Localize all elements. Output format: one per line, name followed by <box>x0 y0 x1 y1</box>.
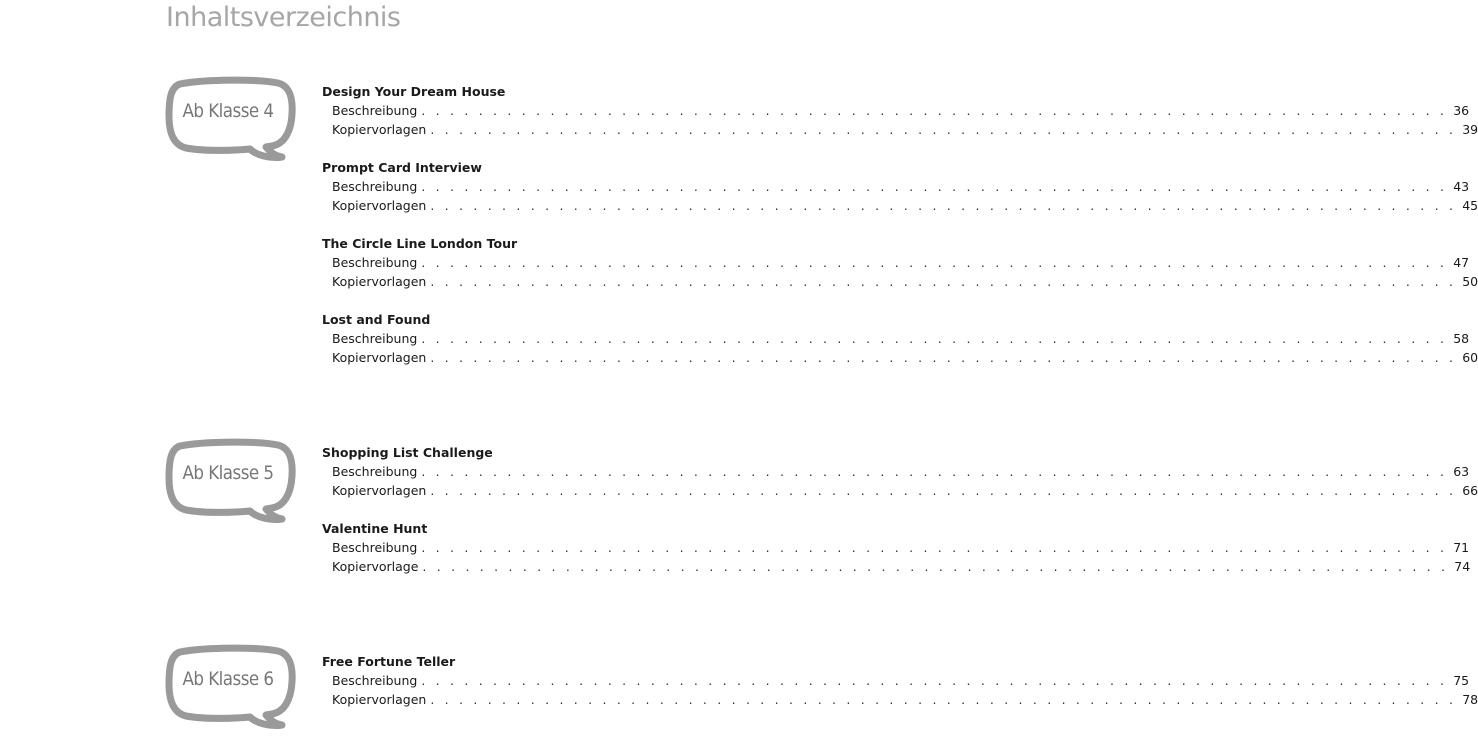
toc-line <box>322 538 1470 557</box>
speech-bubble-badge <box>166 78 294 164</box>
toc-line <box>322 120 1478 139</box>
toc-entry <box>322 82 1478 139</box>
toc-label: Kopiervorlagen <box>332 692 427 707</box>
speech-bubble-badge <box>166 440 294 526</box>
entry-title: The Circle Line London Tour <box>322 236 518 251</box>
badge-label: Ab Klasse 6 <box>182 668 274 690</box>
entry-title: Valentine Hunt <box>322 521 428 536</box>
dot-leader: . . . . . . . . . . . . . . . . . . . . . . . . . . . . . . . . . . . . . . . . . . . . . . . . . . . . . . . . . . . . . . . . . . . . . . . . <box>430 198 1457 213</box>
badge-label: Ab Klasse 4 <box>182 100 274 122</box>
toc-entry <box>322 652 1478 709</box>
page-number: 71 <box>1453 540 1470 555</box>
page-number: 36 <box>1453 103 1470 118</box>
toc-label: Beschreibung <box>332 673 418 688</box>
dot-leader: . . . . . . . . . . . . . . . . . . . . . . . . . . . . . . . . . . . . . . . . . . . . . . . . . . . . . . . . . . . . . . . . . . . . . . . . <box>421 673 1448 688</box>
page-number: 39 <box>1462 122 1478 137</box>
dot-leader: . . . . . . . . . . . . . . . . . . . . . . . . . . . . . . . . . . . . . . . . . . . . . . . . . . . . . . . . . . . . . . . . . . . . . . . . <box>430 274 1457 289</box>
page-number: 60 <box>1462 350 1478 365</box>
dot-leader: . . . . . . . . . . . . . . . . . . . . . . . . . . . . . . . . . . . . . . . . . . . . . . . . . . . . . . . . . . . . . . . . . . . . . . . . <box>430 483 1457 498</box>
dot-leader: . . . . . . . . . . . . . . . . . . . . . . . . . . . . . . . . . . . . . . . . . . . . . . . . . . . . . . . . . . . . . . . . . . . . . . . . <box>421 540 1448 555</box>
toc-label: Beschreibung <box>332 331 418 346</box>
toc-line <box>322 253 1470 272</box>
page-number: 50 <box>1462 274 1478 289</box>
entry-title: Free Fortune Teller <box>322 654 456 669</box>
toc-label: Kopiervorlagen <box>332 198 427 213</box>
entry-title: Prompt Card Interview <box>322 160 482 175</box>
toc-section-klasse-4 <box>322 82 1478 386</box>
toc-entry <box>322 158 1478 215</box>
toc-line <box>322 462 1470 481</box>
toc-line <box>322 329 1470 348</box>
speech-bubble-badge <box>166 646 294 732</box>
toc-label: Beschreibung <box>332 540 418 555</box>
dot-leader: . . . . . . . . . . . . . . . . . . . . . . . . . . . . . . . . . . . . . . . . . . . . . . . . . . . . . . . . . . . . . . . . . . . . . . . . <box>430 122 1457 137</box>
page-number: 63 <box>1453 464 1470 479</box>
toc-label: Kopiervorlagen <box>332 274 427 289</box>
dot-leader: . . . . . . . . . . . . . . . . . . . . . . . . . . . . . . . . . . . . . . . . . . . . . . . . . . . . . . . . . . . . . . . . . . . . . . . . <box>421 331 1448 346</box>
toc-section-klasse-5 <box>322 443 1478 595</box>
dot-leader: . . . . . . . . . . . . . . . . . . . . . . . . . . . . . . . . . . . . . . . . . . . . . . . . . . . . . . . . . . . . . . . . . . . . . . . . <box>421 464 1448 479</box>
toc-entry <box>322 443 1478 500</box>
dot-leader: . . . . . . . . . . . . . . . . . . . . . . . . . . . . . . . . . . . . . . . . . . . . . . . . . . . . . . . . . . . . . . . . . . . . . . . . <box>421 255 1448 270</box>
toc-line <box>322 196 1478 215</box>
page-number: 74 <box>1454 559 1471 574</box>
toc-section-klasse-6 <box>322 652 1478 728</box>
entry-title: Design Your Dream House <box>322 84 506 99</box>
toc-line <box>322 348 1478 367</box>
toc-line <box>322 671 1470 690</box>
toc-label: Kopiervorlagen <box>332 350 427 365</box>
page-number: 58 <box>1453 331 1470 346</box>
toc-label: Beschreibung <box>332 255 418 270</box>
toc-line <box>322 481 1478 500</box>
dot-leader: . . . . . . . . . . . . . . . . . . . . . . . . . . . . . . . . . . . . . . . . . . . . . . . . . . . . . . . . . . . . . . . . . . . . . . . . <box>421 179 1448 194</box>
toc-line <box>322 177 1470 196</box>
entry-title: Shopping List Challenge <box>322 445 493 460</box>
page-title: Inhaltsverzeichnis <box>166 2 401 33</box>
toc-label: Kopiervorlage <box>332 559 419 574</box>
toc-entry <box>322 310 1478 367</box>
toc-entry <box>322 234 1478 291</box>
page-number: 75 <box>1453 673 1470 688</box>
dot-leader: . . . . . . . . . . . . . . . . . . . . . . . . . . . . . . . . . . . . . . . . . . . . . . . . . . . . . . . . . . . . . . . . . . . . . . . . <box>422 559 1449 574</box>
page-number: 45 <box>1462 198 1478 213</box>
toc-line <box>322 272 1478 291</box>
entry-title: Lost and Found <box>322 312 431 327</box>
page-number: 43 <box>1453 179 1470 194</box>
toc-label: Beschreibung <box>332 179 418 194</box>
toc-label: Kopiervorlagen <box>332 483 427 498</box>
toc-label: Beschreibung <box>332 464 418 479</box>
page-number: 47 <box>1453 255 1470 270</box>
toc-line <box>322 690 1478 709</box>
dot-leader: . . . . . . . . . . . . . . . . . . . . . . . . . . . . . . . . . . . . . . . . . . . . . . . . . . . . . . . . . . . . . . . . . . . . . . . . <box>430 350 1457 365</box>
toc-line <box>322 557 1471 576</box>
page-number: 78 <box>1462 692 1478 707</box>
toc-line <box>322 101 1470 120</box>
dot-leader: . . . . . . . . . . . . . . . . . . . . . . . . . . . . . . . . . . . . . . . . . . . . . . . . . . . . . . . . . . . . . . . . . . . . . . . . <box>421 103 1448 118</box>
toc-label: Beschreibung <box>332 103 418 118</box>
page-number: 66 <box>1462 483 1478 498</box>
toc-label: Kopiervorlagen <box>332 122 427 137</box>
badge-label: Ab Klasse 5 <box>182 462 274 484</box>
toc-entry <box>322 519 1471 576</box>
dot-leader: . . . . . . . . . . . . . . . . . . . . . . . . . . . . . . . . . . . . . . . . . . . . . . . . . . . . . . . . . . . . . . . . . . . . . . . . <box>430 692 1457 707</box>
